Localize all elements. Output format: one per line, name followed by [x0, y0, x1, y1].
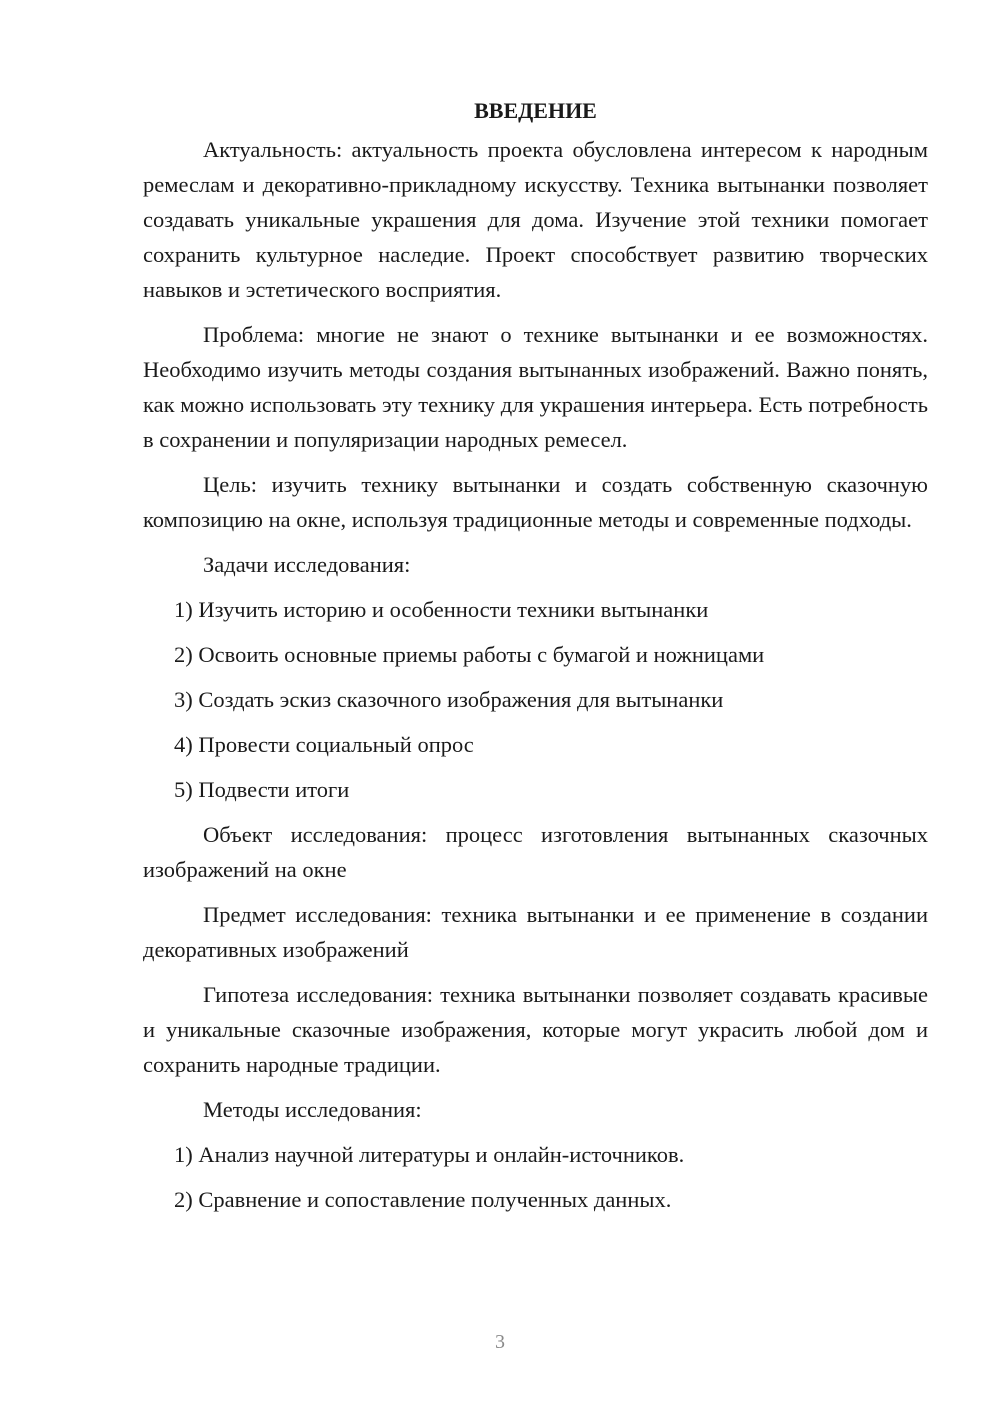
methods-list — [143, 1137, 928, 1217]
tasks-label: Задачи исследования: — [203, 552, 411, 577]
list-item: 4) Провести социальный опрос — [174, 732, 474, 757]
list-item: 1) Анализ научной литературы и онлайн-источников. — [174, 1142, 685, 1167]
paragraph-object: Объект исследования: процесс изготовления вытынанных сказочных изображений на окне — [143, 822, 928, 882]
list-item: 2) Освоить основные приемы работы с бумагой и ножницами — [174, 642, 765, 667]
page-content — [143, 93, 928, 1227]
list-item: 5) Подвести итоги — [174, 777, 350, 802]
paragraph-hypothesis: Гипотеза исследования: техника вытынанки позволяет создавать красивые и уникальные сказочные изображения, которые могут украсить любой дом и сохранить народные традиции. — [143, 982, 928, 1077]
section-heading: ВВЕДЕНИЕ — [474, 98, 597, 123]
list-item: 3) Создать эскиз сказочного изображения для вытынанки — [174, 687, 724, 712]
page-number: 3 — [495, 1331, 505, 1353]
methods-label: Методы исследования: — [203, 1097, 422, 1122]
paragraph-goal: Цель: изучить технику вытынанки и создать собственную сказочную композицию на окне, используя традиционные методы и современные подходы. — [143, 472, 928, 532]
list-item: 1) Изучить историю и особенности техники вытынанки — [174, 597, 709, 622]
tasks-list — [143, 592, 928, 807]
list-item: 2) Сравнение и сопоставление полученных данных. — [174, 1187, 672, 1212]
paragraph-subject: Предмет исследования: техника вытынанки и ее применение в создании декоративных изображений — [143, 902, 928, 962]
paragraph-relevance: Актуальность: актуальность проекта обусловлена интересом к народным ремеслам и декоративно-прикладному искусству. Техника вытынанки позволяет создавать уникальные украшения для дома. Изучение этой техники помогает сохранить культурное наследие. Проект способствует развитию творческих навыков и эстетического восприятия. — [143, 137, 928, 302]
paragraph-problem: Проблема: многие не знают о технике вытынанки и ее возможностях. Необходимо изучить методы создания вытынанных изображений. Важно понять, как можно использовать эту технику для украшения интерьера. Есть потребность в сохранении и популяризации народных ремесел. — [143, 322, 928, 452]
